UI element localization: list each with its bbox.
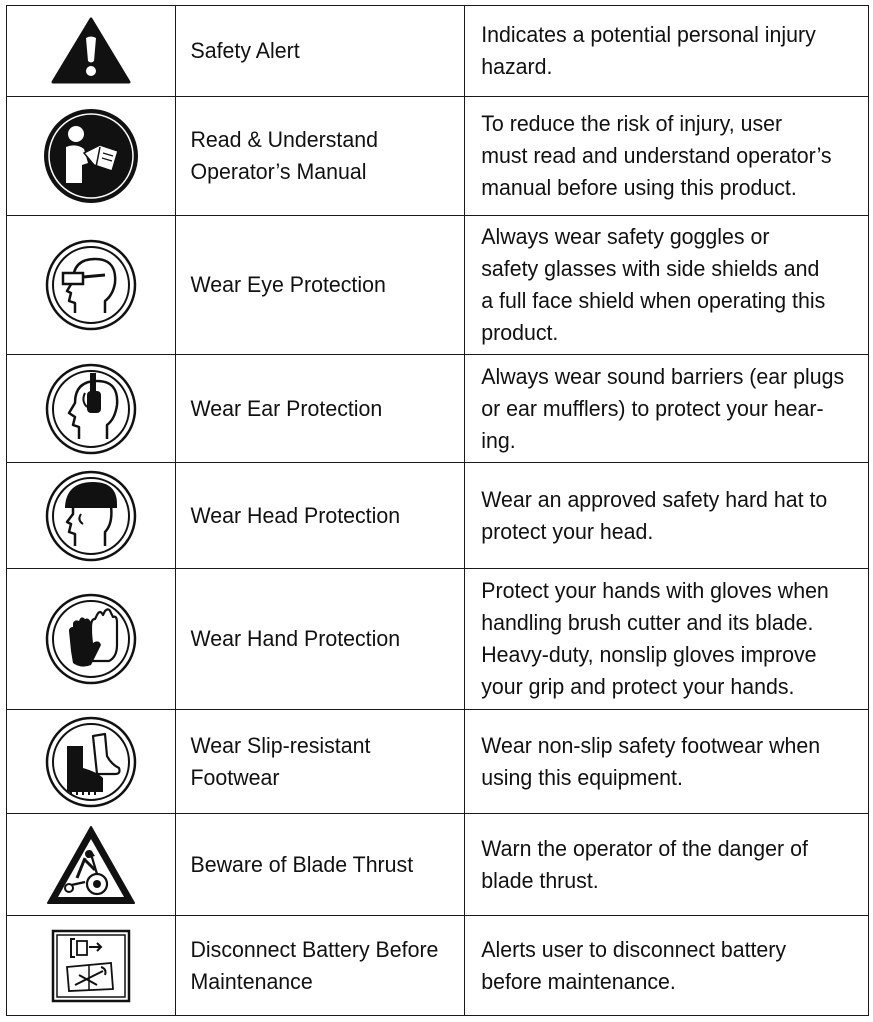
table-row <box>7 6 869 97</box>
row-description: Always wear sound barriers (ear plugs or ear mufflers) to protect your hear- ing. <box>471 355 863 463</box>
row-title: Beware of Blade Thrust <box>180 814 460 916</box>
row-title: Wear Head Protection <box>180 463 460 569</box>
disconnect-battery-icon <box>7 916 176 1016</box>
head-protection-icon <box>7 463 176 569</box>
row-description: Wear non-slip safety footwear when using this equipment. <box>471 710 863 814</box>
row-description: Indicates a potential personal injury hazard. <box>471 6 863 97</box>
blade-thrust-warning-icon <box>7 814 176 916</box>
row-title: Wear Slip-resistant Footwear <box>180 710 460 814</box>
row-description: To reduce the risk of injury, user must read and understand operator’s manual before using this product. <box>471 97 863 216</box>
slip-resistant-footwear-icon <box>7 710 176 814</box>
eye-protection-icon <box>7 216 176 355</box>
table-row <box>7 355 869 463</box>
row-title: Read & Understand Operator’s Manual <box>180 97 460 216</box>
row-description: Wear an approved safety hard hat to protect your head. <box>471 463 863 569</box>
read-manual-icon <box>7 97 176 216</box>
row-title: Safety Alert <box>180 6 460 97</box>
row-description: Protect your hands with gloves when handling brush cutter and its blade. Heavy-duty, nonslip gloves improve your grip and protect your hands. <box>471 569 863 710</box>
table-row <box>7 216 869 355</box>
table-row <box>7 97 869 216</box>
table-row <box>7 814 869 916</box>
row-title: Wear Ear Protection <box>180 355 460 463</box>
row-description: Warn the operator of the danger of blade thrust. <box>471 814 863 916</box>
table-row <box>7 710 869 814</box>
ear-protection-icon <box>7 355 176 463</box>
row-title: Wear Hand Protection <box>180 569 460 710</box>
safety-symbols-table <box>6 5 869 1016</box>
hand-protection-icon <box>7 569 176 710</box>
row-title: Wear Eye Protection <box>180 216 460 355</box>
row-title: Disconnect Battery Before Maintenance <box>180 916 460 1016</box>
safety-alert-triangle-icon <box>7 6 176 97</box>
table-row <box>7 569 869 710</box>
table-row <box>7 463 869 569</box>
table-row <box>7 916 869 1016</box>
row-description: Always wear safety goggles or safety glasses with side shields and a full face shield when operating this product. <box>471 216 863 355</box>
row-description: Alerts user to disconnect battery before maintenance. <box>471 916 863 1016</box>
